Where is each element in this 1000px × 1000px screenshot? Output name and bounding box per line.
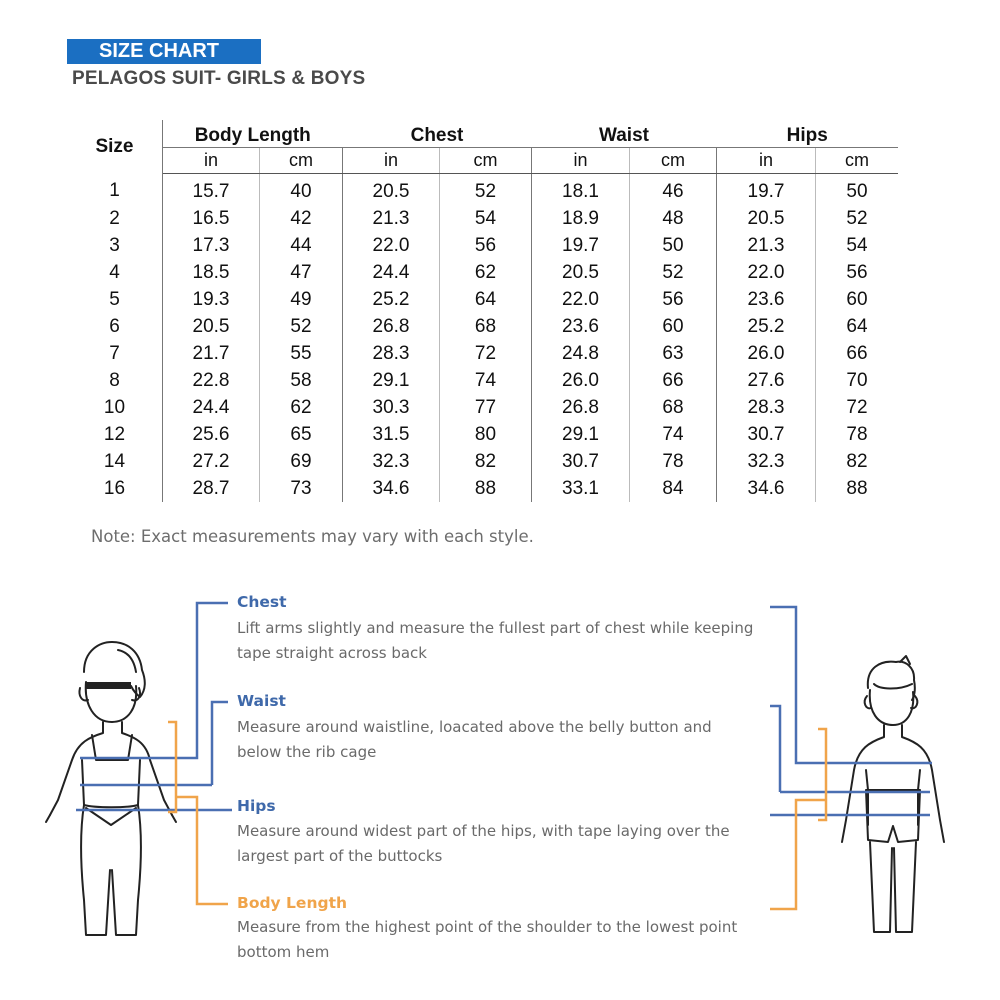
measurement-value: 32.3	[343, 448, 440, 475]
group-header-waist: Waist	[599, 125, 649, 146]
measurement-value: 28.3	[343, 340, 440, 367]
measurement-value: 52	[440, 174, 532, 206]
size-value: 2	[67, 205, 163, 232]
measurement-value: 30.7	[532, 448, 630, 475]
measurement-value: 40	[260, 174, 343, 206]
body-length-description-line: bottom hem	[237, 943, 330, 961]
measurement-value: 55	[260, 340, 343, 367]
measurement-value: 42	[260, 205, 343, 232]
measurement-value: 32.3	[717, 448, 816, 475]
body-length-title: Body Length	[237, 894, 348, 912]
unit-header-cm: cm	[440, 148, 532, 174]
size-chart-banner: SIZE CHART	[67, 39, 261, 64]
chest-title: Chest	[237, 593, 287, 611]
measurement-value: 84	[630, 475, 717, 502]
body-length-description-line: Measure from the highest point of the shoulder to the lowest point	[237, 918, 738, 936]
waist-description-line: Measure around waistline, loacated above the belly button and	[237, 718, 712, 736]
measurement-value: 34.6	[717, 475, 816, 502]
measurement-value: 82	[440, 448, 532, 475]
measurement-value: 56	[816, 259, 899, 286]
measurement-value: 78	[630, 448, 717, 475]
unit-header-cm: cm	[816, 148, 899, 174]
measurement-value: 73	[260, 475, 343, 502]
unit-header-in: in	[717, 148, 816, 174]
measurement-value: 74	[630, 421, 717, 448]
measurement-value: 30.3	[343, 394, 440, 421]
measurement-value: 88	[440, 475, 532, 502]
measurement-value: 22.0	[532, 286, 630, 313]
measurement-value: 19.3	[192, 288, 230, 310]
size-value: 10	[67, 394, 163, 421]
girl-figure-icon	[46, 642, 176, 935]
hips-description-line: Measure around widest part of the hips, with tape laying over the	[237, 822, 730, 840]
product-subtitle: PELAGOS SUIT- GIRLS & BOYS	[72, 68, 366, 89]
measurement-value: 68	[440, 313, 532, 340]
measurement-value: 22.0	[717, 259, 816, 286]
measurement-value: 28.3	[717, 394, 816, 421]
measurement-value: 22.0	[343, 232, 440, 259]
chest-description-line: Lift arms slightly and measure the fullest part of chest while keeping	[237, 619, 754, 637]
measurement-value: 16.5	[192, 207, 230, 229]
measurement-value: 64	[816, 313, 899, 340]
measurement-value: 62	[440, 259, 532, 286]
size-value: 4	[67, 259, 163, 286]
measurement-value: 28.7	[192, 477, 230, 499]
boy-figure-icon	[842, 656, 944, 932]
hips-description-line: largest part of the buttocks	[237, 847, 443, 865]
measurement-value: 52	[630, 259, 717, 286]
group-header-chest: Chest	[410, 125, 464, 146]
size-value: 1	[67, 174, 163, 206]
measurement-note: Note: Exact measurements may vary with each style.	[91, 527, 534, 546]
measurement-value: 44	[260, 232, 343, 259]
measurement-value: 64	[440, 286, 532, 313]
measurement-value: 20.5	[192, 315, 230, 337]
waist-title: Waist	[237, 692, 286, 710]
chest-description	[237, 616, 777, 666]
group-header-hips: Hips	[786, 125, 828, 146]
measurement-value: 49	[260, 286, 343, 313]
measurement-value: 27.2	[192, 450, 230, 472]
group-header-body-length: Body Length	[194, 125, 311, 146]
measurement-value: 72	[440, 340, 532, 367]
measurement-value: 72	[816, 394, 899, 421]
measurement-value: 30.7	[717, 421, 816, 448]
measurement-value: 27.6	[717, 367, 816, 394]
body-length-description	[237, 915, 777, 965]
measurement-value: 20.5	[343, 174, 440, 206]
chest-description-line: tape straight across back	[237, 644, 427, 662]
measurement-value: 21.7	[192, 342, 230, 364]
hips-title: Hips	[237, 797, 276, 815]
measurement-value: 82	[816, 448, 899, 475]
measurement-value: 17.3	[192, 234, 230, 256]
size-value: 7	[67, 340, 163, 367]
measurement-value: 34.6	[343, 475, 440, 502]
unit-header-cm: cm	[260, 148, 343, 174]
unit-header-cm: cm	[630, 148, 717, 174]
measurement-value: 23.6	[717, 286, 816, 313]
measurement-value: 15.7	[192, 180, 230, 202]
measurement-value: 21.3	[343, 205, 440, 232]
size-column-header: Size	[67, 120, 163, 174]
measurement-value: 46	[630, 174, 717, 206]
measurement-value: 24.4	[343, 259, 440, 286]
measurement-value: 50	[816, 174, 899, 206]
measurement-value: 48	[630, 205, 717, 232]
unit-header-in: in	[532, 148, 630, 174]
size-value: 3	[67, 232, 163, 259]
measurement-value: 24.4	[192, 396, 230, 418]
measurement-value: 78	[816, 421, 899, 448]
size-value: 6	[67, 313, 163, 340]
measurement-value: 62	[260, 394, 343, 421]
measurement-value: 50	[630, 232, 717, 259]
measurement-value: 25.2	[717, 313, 816, 340]
measurement-value: 20.5	[532, 259, 630, 286]
measurement-value: 66	[816, 340, 899, 367]
size-value: 8	[67, 367, 163, 394]
measurement-value: 19.7	[717, 174, 816, 206]
measurement-value: 26.0	[717, 340, 816, 367]
measurement-value: 22.8	[192, 369, 230, 391]
measurement-value: 24.8	[532, 340, 630, 367]
waist-description-line: below the rib cage	[237, 743, 377, 761]
measurement-value: 58	[260, 367, 343, 394]
measurement-value: 26.0	[532, 367, 630, 394]
measurement-value: 77	[440, 394, 532, 421]
measurement-value: 21.3	[717, 232, 816, 259]
measurement-value: 20.5	[717, 205, 816, 232]
measurement-value: 52	[816, 205, 899, 232]
measurement-value: 18.1	[532, 174, 630, 206]
measurement-value: 65	[260, 421, 343, 448]
measurement-value: 29.1	[532, 421, 630, 448]
size-value: 5	[67, 286, 163, 313]
measurement-value: 33.1	[532, 475, 630, 502]
measurement-value: 70	[816, 367, 899, 394]
waist-description	[237, 715, 777, 765]
measurement-value: 26.8	[343, 313, 440, 340]
measurement-value: 25.2	[343, 286, 440, 313]
measurement-value: 25.6	[192, 423, 230, 445]
unit-header-in: in	[343, 148, 440, 174]
measurement-value: 80	[440, 421, 532, 448]
measurement-value: 63	[630, 340, 717, 367]
measurement-value: 54	[440, 205, 532, 232]
measurement-value: 18.9	[532, 205, 630, 232]
measurement-value: 52	[260, 313, 343, 340]
measurement-value: 60	[630, 313, 717, 340]
measurement-value: 74	[440, 367, 532, 394]
measurement-value: 69	[260, 448, 343, 475]
size-value: 12	[67, 421, 163, 448]
measurement-value: 56	[630, 286, 717, 313]
measurement-value: 23.6	[532, 313, 630, 340]
measurement-value: 54	[816, 232, 899, 259]
measurement-value: 29.1	[343, 367, 440, 394]
measurement-value: 56	[440, 232, 532, 259]
measurement-value: 68	[630, 394, 717, 421]
unit-header-in: in	[163, 148, 260, 174]
measurement-value: 66	[630, 367, 717, 394]
measurement-value: 19.7	[532, 232, 630, 259]
measurement-value: 88	[816, 475, 899, 502]
size-value: 14	[67, 448, 163, 475]
hips-description	[237, 819, 777, 869]
measurement-value: 47	[260, 259, 343, 286]
size-value: 16	[67, 475, 163, 502]
measurement-value: 60	[816, 286, 899, 313]
measurement-value: 26.8	[532, 394, 630, 421]
measurement-value: 18.5	[192, 261, 230, 283]
measurement-value: 31.5	[343, 421, 440, 448]
